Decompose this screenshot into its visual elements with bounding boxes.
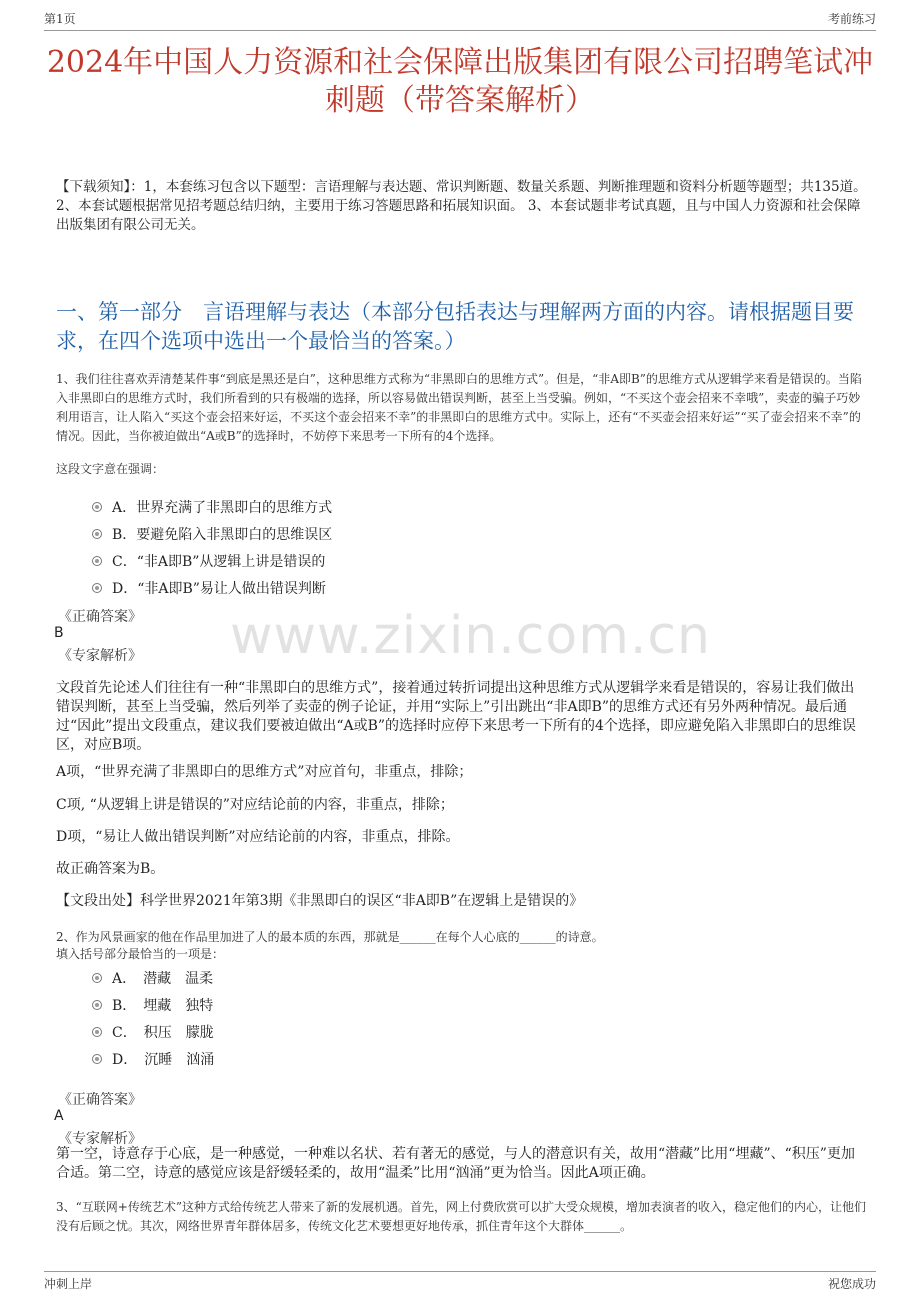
question-3-text: 3、“互联网+传统艺术”这种方式给传统艺人带来了新的发展机遇。首先，网上付费欣赏可以扩大受众规模，增加表演者的收入，稳定他们的内心，让他们没有后顾之忧。其次，网络世界青年群体居多，传统文化艺术要想更好地传承，抓住青年这个大群体______。	[56, 1200, 866, 1233]
answer-label: 《正确答案》	[58, 609, 142, 625]
download-notice: 【下载须知】：1，本套练习包含以下题型：言语理解与表达题、常识判断题、数量关系题、判断推理题和资料分析题等题型；共135道。 2、本套试题根据常见招考题总结归纳，主要用于练习答题思路和拓展知识面。 3、本套试题非考试真题，且与中国人力资源和社会保障出版集团有限公司无关。	[56, 179, 867, 233]
question-2-analysis: 第一空，诗意存于心底，是一种感觉，一种难以名状、若有著无的感觉，与人的潜意识有关，故用“潜藏”比用“埋藏”、“积压”更加合适。第二空，诗意的感觉应该是舒缓轻柔的，故用“温柔”比用“汹涌”更为恰当。因此A项正确。	[56, 1146, 855, 1181]
analysis-conclusion: 故正确答案为B。	[56, 861, 165, 877]
radio-icon[interactable]	[92, 1000, 102, 1010]
radio-icon[interactable]	[92, 583, 102, 593]
question-1-prompt: 这段文字意在强调：	[56, 462, 165, 476]
question-1-text: 1、我们往往喜欢弄清楚某件事“到底是黑还是白”，这种思维方式称为“非黑即白的思维方式”。但是，“非A即B”的思维方式从逻辑学来看是错误的。当陷入非黑即白的思维方式时，我们所看到的只有极端的选择，所以容易做出错误判断，甚至上当受骗。例如，“不买这个壶会招来不幸哦”，卖壶的骗子巧妙利用语言，让人陷入“买这个壶会招来好运，不买这个壶会招来不幸”的非黑即白的思维方式中。实际上，还有“不买壶会招来好运”“买了壶会招来不幸”的情况。因此，当你被迫做出“A或B”的选择时，不妨停下来思考一下所有的4个选择。	[56, 372, 862, 443]
question-2-option-d[interactable]: D． 沉睡 汹涌	[92, 1049, 214, 1069]
radio-icon[interactable]	[92, 1054, 102, 1064]
radio-icon[interactable]	[92, 529, 102, 539]
analysis-label: 《专家解析》	[58, 648, 142, 664]
footer-right: 祝您成功	[827, 1277, 876, 1291]
section-heading: 一、第一部分 言语理解与表达（本部分包括表达与理解两方面的内容。请根据题目要求，在四个选项中选出一个最恰当的答案。）	[56, 300, 854, 353]
question-1-option-c[interactable]: C．“非A即B”从逻辑上讲是错误的	[92, 551, 325, 571]
answer-label: 《正确答案》	[58, 1092, 142, 1108]
analysis-option-d: D项，“易让人做出错误判断”对应结论前的内容，非重点，排除。	[56, 829, 460, 845]
radio-icon[interactable]	[92, 1027, 102, 1037]
question-2-option-b[interactable]: B． 埋藏 独特	[92, 995, 213, 1015]
question-1-option-d[interactable]: D．“非A即B”易让人做出错误判断	[92, 578, 326, 598]
question-1-analysis: 文段首先论述人们往往有一种“非黑即白的思维方式”，接着通过转折词提出这种思维方式从逻辑学来看是错误的，容易让我们做出错误判断，甚至上当受骗，然后列举了卖壶的例子论证，并用“实际上”引出跳出“非A即B”的思维方式还有另外两种情况。最后通过“因此”提出文段重点，建议我们要被迫做出“A或B”的选择时应停下来思考一下所有的4个选择，即应避免陷入非黑即白的思维误区，对应B项。	[56, 680, 856, 753]
analysis-option-a: A项，“世界充满了非黑即白的思维方式”对应首句，非重点，排除；	[56, 764, 473, 780]
header-rule	[44, 30, 876, 31]
footer-rule	[44, 1271, 876, 1272]
analysis-option-c: C项, “从逻辑上讲是错误的”对应结论前的内容，非重点，排除；	[56, 797, 454, 813]
header-category: 考前练习	[827, 12, 876, 26]
question-2-option-a[interactable]: A． 潜藏 温柔	[92, 968, 213, 988]
footer-left: 冲刺上岸	[44, 1277, 93, 1291]
radio-icon[interactable]	[92, 973, 102, 983]
passage-source: 【文段出处】科学世界2021年第3期《非黑即白的误区“非A即B”在逻辑上是错误的》	[56, 893, 584, 909]
page-number: 第1页	[44, 12, 76, 26]
watermark: www.zixin.com.cn	[230, 606, 711, 666]
radio-icon[interactable]	[92, 502, 102, 512]
question-1-option-a[interactable]: A．世界充满了非黑即白的思维方式	[92, 497, 332, 517]
radio-icon[interactable]	[92, 556, 102, 566]
analysis-label: 《专家解析》	[58, 1131, 142, 1147]
question-2-option-c[interactable]: C． 积压 朦胧	[92, 1022, 214, 1042]
answer-value: B	[54, 625, 64, 641]
question-2-text: 2、作为风景画家的他在作品里加进了人的最本质的东西，那就是______在每个人心底的______的诗意。	[56, 930, 604, 944]
question-2-prompt: 填入括号部分最恰当的一项是：	[56, 947, 225, 961]
question-1-option-b[interactable]: B．要避免陷入非黑即白的思维误区	[92, 524, 332, 544]
answer-value: A	[54, 1108, 64, 1124]
document-title: 2024年中国人力资源和社会保障出版集团有限公司招聘笔试冲刺题（带答案解析）	[46, 45, 874, 118]
